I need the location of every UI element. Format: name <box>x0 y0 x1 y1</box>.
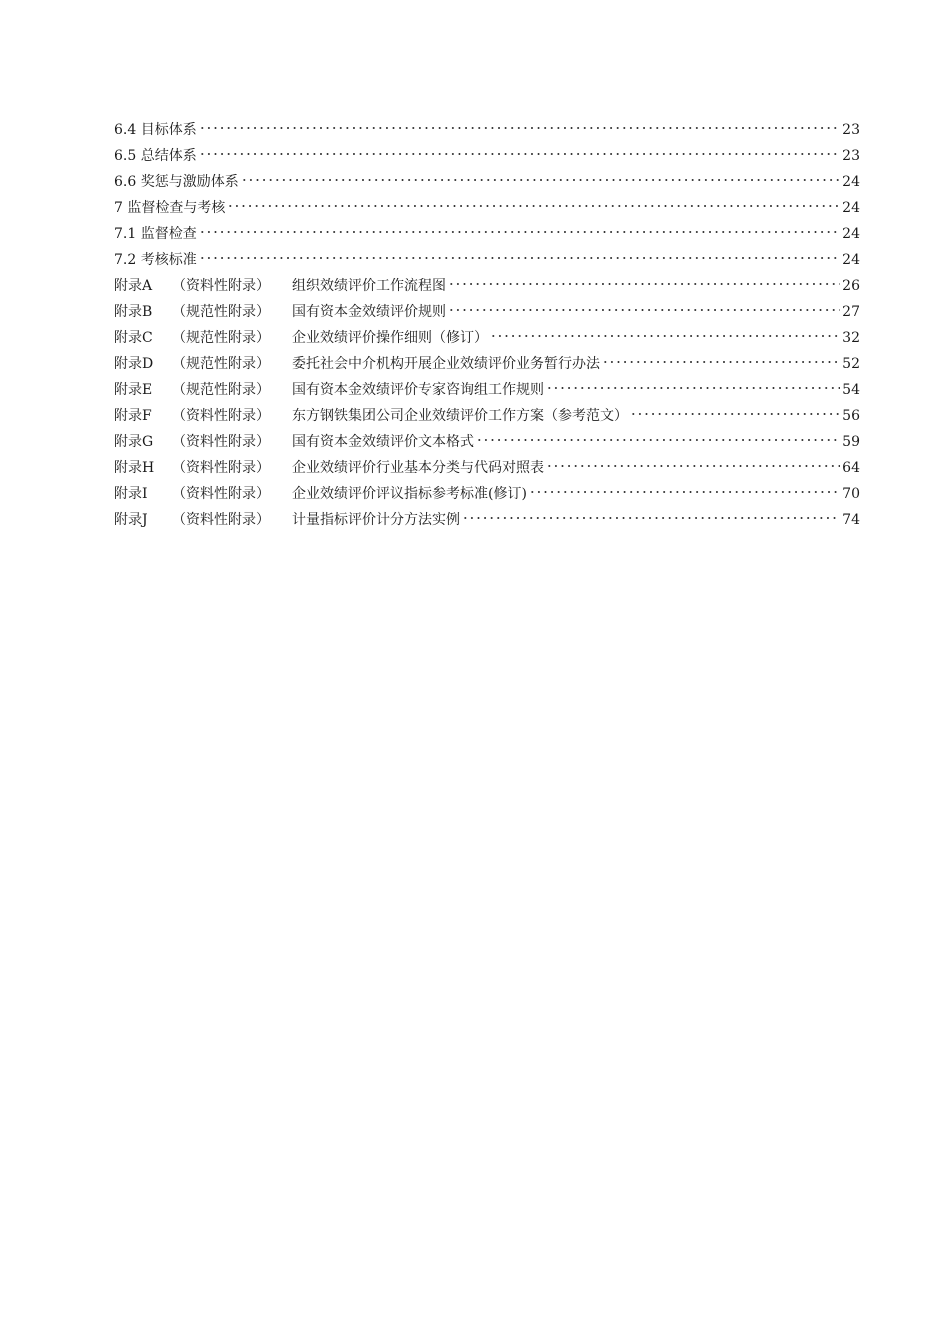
dot-leader <box>448 298 840 312</box>
toc-entry-page: 24 <box>842 200 860 216</box>
appendix-label <box>114 299 446 325</box>
appendix-id: 附录B <box>114 304 153 320</box>
appendix-type: （规范性附录） <box>172 330 270 346</box>
appendix-title: 企业效绩评价操作细则（修订） <box>292 330 488 346</box>
toc-appendix-entry[interactable] <box>114 351 860 377</box>
dot-leader <box>199 220 840 234</box>
dot-leader <box>199 246 840 260</box>
toc-entry-page: 27 <box>842 304 860 320</box>
toc-entry[interactable] <box>114 143 860 169</box>
toc-entry-label: 7 监督检查与考核 <box>114 200 226 216</box>
appendix-id: 附录A <box>114 278 153 294</box>
toc-appendix-entry[interactable] <box>114 507 860 533</box>
appendix-id: 附录E <box>114 382 153 398</box>
toc-entry[interactable] <box>114 221 860 247</box>
dot-leader <box>602 350 840 364</box>
appendix-id: 附录F <box>114 408 152 424</box>
toc-appendix-entry[interactable] <box>114 481 860 507</box>
dot-leader <box>199 116 840 130</box>
appendix-label <box>114 429 474 455</box>
toc-entry-page: 70 <box>842 486 860 502</box>
appendix-type: （资料性附录） <box>172 434 270 450</box>
appendix-label <box>114 455 544 481</box>
dot-leader <box>462 506 840 520</box>
dot-leader <box>448 272 840 286</box>
appendix-title: 国有资本金效绩评价文本格式 <box>292 434 474 450</box>
toc-entry-label: 6.4 目标体系 <box>114 122 197 138</box>
appendix-label <box>114 273 446 299</box>
dot-leader <box>546 454 840 468</box>
dot-leader <box>199 142 840 156</box>
appendix-title: 组织效绩评价工作流程图 <box>292 278 446 294</box>
appendix-title: 委托社会中介机构开展企业效绩评价业务暂行办法 <box>292 356 600 372</box>
toc-appendix-entry[interactable] <box>114 377 860 403</box>
toc-appendix-entry[interactable] <box>114 455 860 481</box>
appendix-title: 国有资本金效绩评价规则 <box>292 304 446 320</box>
appendix-id: 附录J <box>114 512 148 528</box>
table-of-contents <box>114 117 860 533</box>
dot-leader <box>630 402 840 416</box>
appendix-id: 附录C <box>114 330 153 346</box>
appendix-label <box>114 481 527 507</box>
appendix-label <box>114 507 460 533</box>
toc-appendix-entry[interactable] <box>114 273 860 299</box>
toc-entry[interactable] <box>114 117 860 143</box>
toc-entry-page: 54 <box>842 382 860 398</box>
dot-leader <box>476 428 840 442</box>
dot-leader <box>529 480 840 494</box>
toc-entry-page: 26 <box>842 278 860 294</box>
toc-entry-page: 56 <box>842 408 860 424</box>
toc-entry-page: 74 <box>842 512 860 528</box>
appendix-title: 东方钢铁集团公司企业效绩评价工作方案（参考范文） <box>292 408 628 424</box>
appendix-type: （资料性附录） <box>172 408 270 424</box>
toc-entry-page: 24 <box>842 174 860 190</box>
appendix-label <box>114 403 628 429</box>
toc-appendix-entry[interactable] <box>114 403 860 429</box>
toc-entry-label: 6.6 奖惩与激励体系 <box>114 174 239 190</box>
toc-appendix-entry[interactable] <box>114 325 860 351</box>
toc-entry-page: 64 <box>842 460 860 476</box>
toc-entry-page: 24 <box>842 252 860 268</box>
appendix-label <box>114 377 544 403</box>
toc-entry-page: 59 <box>842 434 860 450</box>
toc-entry[interactable] <box>114 169 860 195</box>
toc-entry-label: 7.1 监督检查 <box>114 226 197 242</box>
appendix-id: 附录G <box>114 434 154 450</box>
dot-leader <box>546 376 840 390</box>
toc-entry-label: 6.5 总结体系 <box>114 148 197 164</box>
appendix-id: 附录D <box>114 356 154 372</box>
appendix-type: （规范性附录） <box>172 382 270 398</box>
appendix-type: （规范性附录） <box>172 304 270 320</box>
appendix-label <box>114 325 488 351</box>
appendix-type: （资料性附录） <box>172 278 270 294</box>
dot-leader <box>227 194 840 208</box>
appendix-label <box>114 351 600 377</box>
toc-appendix-entry[interactable] <box>114 429 860 455</box>
toc-entry-page: 52 <box>842 356 860 372</box>
appendix-title: 企业效绩评价行业基本分类与代码对照表 <box>292 460 544 476</box>
appendix-title: 企业效绩评价评议指标参考标准(修订) <box>292 486 527 502</box>
appendix-id: 附录I <box>114 486 148 502</box>
toc-appendix-entry[interactable] <box>114 299 860 325</box>
appendix-id: 附录H <box>114 460 155 476</box>
toc-entry-label: 7.2 考核标准 <box>114 252 197 268</box>
toc-entry-page: 32 <box>842 330 860 346</box>
toc-entry[interactable] <box>114 247 860 273</box>
appendix-title: 国有资本金效绩评价专家咨询组工作规则 <box>292 382 544 398</box>
dot-leader <box>490 324 840 338</box>
dot-leader <box>241 168 840 182</box>
appendix-title: 计量指标评价计分方法实例 <box>292 512 460 528</box>
appendix-type: （资料性附录） <box>172 486 270 502</box>
appendix-type: （规范性附录） <box>172 356 270 372</box>
toc-entry-page: 23 <box>842 148 860 164</box>
appendix-type: （资料性附录） <box>172 512 270 528</box>
toc-entry-page: 23 <box>842 122 860 138</box>
appendix-type: （资料性附录） <box>172 460 270 476</box>
toc-entry[interactable] <box>114 195 860 221</box>
toc-entry-page: 24 <box>842 226 860 242</box>
